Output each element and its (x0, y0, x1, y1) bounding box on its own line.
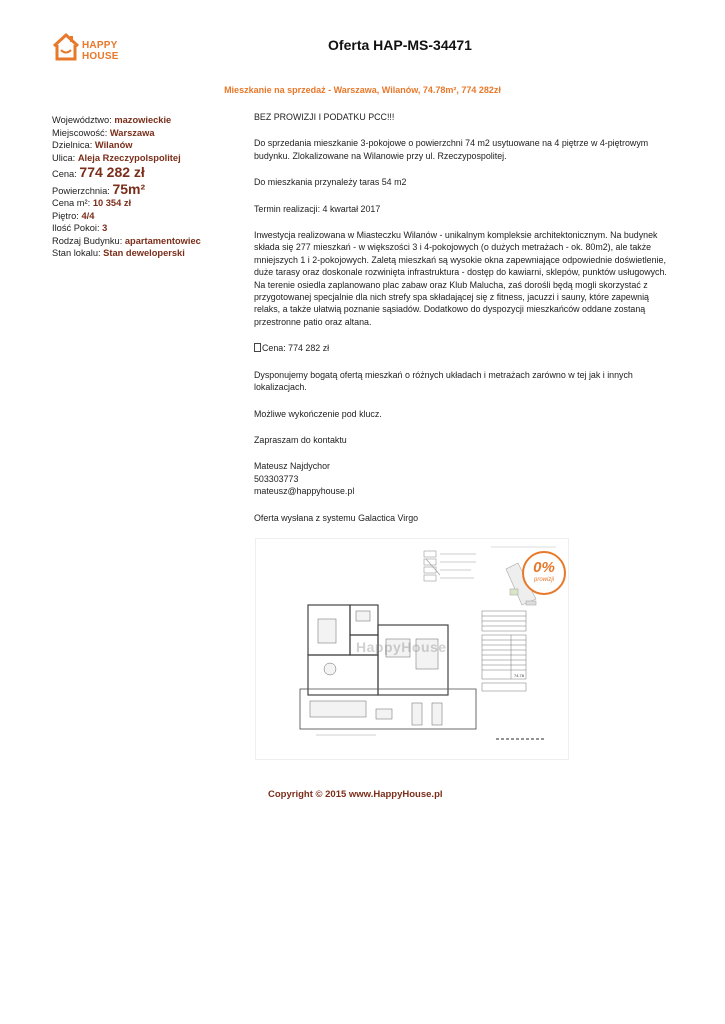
detail-value: Wilanów (94, 140, 133, 150)
house-icon (52, 32, 80, 62)
detail-condition (52, 247, 242, 260)
detail-value: 4/4 (81, 210, 95, 221)
brand-line-2: HOUSE (82, 51, 119, 62)
detail-value: 75m² (112, 180, 146, 197)
zero-commission-badge (522, 551, 566, 595)
property-details (52, 114, 242, 260)
detail-value: Stan deweloperski (103, 248, 185, 258)
detail-value: 10 354 zł (92, 198, 132, 208)
floor-plan-image (255, 538, 569, 760)
detail-label: Cena m²: (52, 198, 93, 208)
detail-value: 774 282 zł (79, 164, 145, 180)
detail-street (52, 152, 242, 165)
detail-floor (52, 210, 242, 223)
detail-building-type (52, 235, 242, 248)
missing-glyph-icon (254, 343, 261, 352)
description-paragraph: Termin realizacji: 4 kwartał 2017 (254, 203, 381, 214)
description-paragraph: Do sprzedania mieszkanie 3-pokojowe o powierzchni 74 m2 usytuowane na 4 piętrze w 4-piętrowym budynku. Zlokalizowane na Wilanowie przy ul. Rzeczypospolitej. (254, 138, 649, 161)
page-subtitle: Mieszkanie na sprzedaż - Warszawa, Wilanów, 74.78m², 774 282zł (224, 85, 501, 95)
detail-value: Warszawa (109, 127, 155, 138)
contact-name: Mateusz Najdychor (254, 461, 330, 472)
detail-value: mazowieckie (114, 115, 172, 125)
description-paragraph: Oferta wysłana z systemu Galactica Virgo (254, 512, 419, 523)
detail-label: Województwo: (52, 115, 115, 125)
page-title: Oferta HAP-MS-34471 (328, 37, 472, 53)
offer-description (254, 111, 674, 538)
promo-percent: 0% (533, 559, 555, 576)
floor-plan-watermark: HappyHouse (356, 639, 447, 655)
detail-district (52, 139, 242, 152)
contact-phone: 503303773 (254, 473, 299, 484)
detail-label: Powierzchnia: (52, 185, 113, 196)
total-area-label: 74.78 (514, 673, 525, 678)
detail-value: Aleja Rzeczypolspolitej (77, 152, 181, 163)
detail-label: Ulica: (52, 152, 78, 163)
detail-value: apartamentowiec (124, 235, 201, 246)
description-paragraph: Zapraszam do kontaktu (254, 434, 347, 445)
copyright-footer: Copyright © 2015 www.HappyHouse.pl (268, 789, 443, 800)
description-paragraph: Do mieszkania przynależy taras 54 m2 (254, 177, 407, 188)
description-paragraph: Dysponujemy bogatą ofertą mieszkań o różnych układach i metrażach zarówno w tej jak i innych lokalizacjach. (254, 369, 633, 393)
price-line (254, 342, 674, 354)
description-paragraph: Inwestycja realizowana w Miasteczku Wilanów - unikalnym kompleksie architektonicznym. Na budynek składa się 277 mieszkań - w większości 3 i 4-pokojowych (o dużych metrażach - ok. 80m2), ale także mniejszych 1 i 2-pokojowych. Zaletą mieszkań są wysokie okna zapewniające odpowiednie doświetlenie, duże tarasy oraz doskonale rozwinięta infrastruktura - dostęp do kawiarni, sklepów, punktów usługowych. Na terenie osiedla zaplanowano plac zabaw oraz Klub Malucha, zaś dorośli będą mogli skorzystać z przygotowanej specjalnie dla nich strefy spa składającej się z fitness, jacuzzi i sauny, które zapewnią relaks, a także ułatwią poznanie sąsiadów. Dodatkowo do dyspozycji mieszkańców oddane zostaną przestronne patio oraz altana. (254, 230, 667, 327)
brand-line-1: HAPPY (82, 40, 118, 51)
description-paragraph: BEZ PROWIZJI I PODATKU PCC!!! (254, 112, 395, 122)
detail-price (52, 166, 242, 181)
price-text: Cena: 774 282 zł (262, 343, 330, 354)
contact-email[interactable]: mateusz@happyhouse.pl (254, 486, 355, 497)
detail-label: Miejscowość: (52, 127, 110, 138)
detail-label: Piętro: (52, 210, 82, 221)
brand-logo (52, 28, 132, 68)
detail-price-per-m2 (52, 197, 242, 210)
promo-label: prowizji (533, 577, 554, 583)
detail-label: Ilość Pokoi: (52, 223, 103, 233)
detail-label: Cena: (52, 169, 80, 179)
detail-value: 3 (102, 223, 108, 233)
detail-label: Rodzaj Budynku: (52, 235, 125, 246)
detail-label: Dzielnica: (52, 140, 95, 150)
detail-area (52, 180, 242, 198)
detail-city (52, 127, 242, 140)
detail-voivodeship (52, 114, 242, 127)
description-paragraph: Możliwe wykończenie pod klucz. (254, 408, 382, 419)
detail-rooms (52, 222, 242, 235)
detail-label: Stan lokalu: (52, 248, 104, 258)
